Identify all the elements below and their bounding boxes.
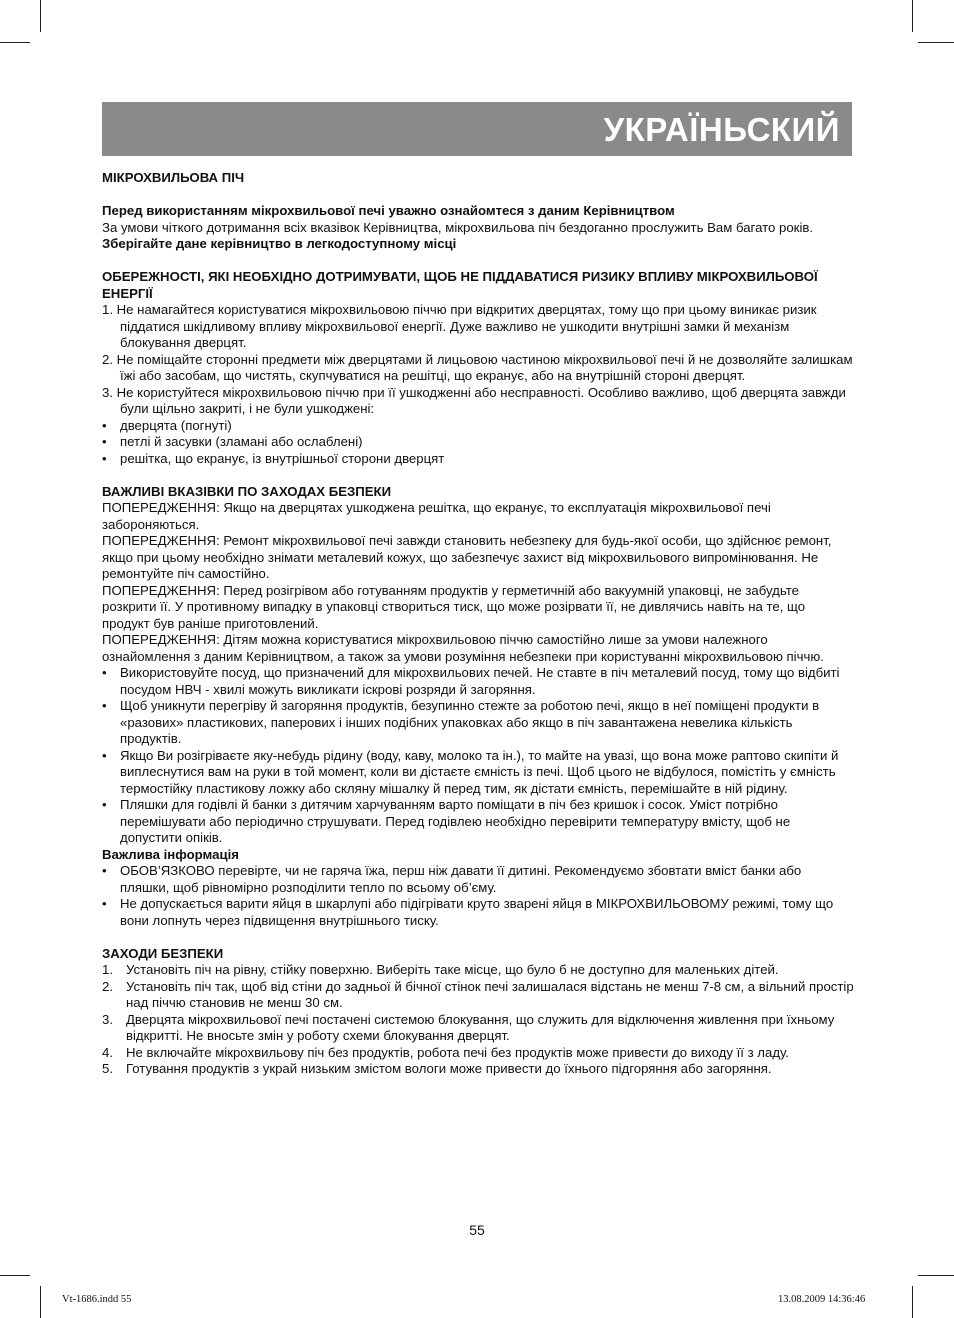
bullet-marker: • (102, 797, 107, 812)
numbered-paragraph: 3. Не користуйтеся мікрохвильовою піччю при її ушкодженні або несправності. Особливо важливо, щоб дверцята завжди були щільно закриті, і не були ушкоджені: (102, 384, 846, 416)
crop-mark (0, 1275, 30, 1276)
bullet-item (102, 863, 854, 896)
item-number: 5. (102, 1061, 113, 1076)
bullet-item (102, 434, 854, 451)
bullet-text: петлі й засувки (зламані або ослаблені) (120, 434, 363, 449)
page-number: 55 (469, 1222, 485, 1238)
bullet-item (102, 451, 854, 468)
paragraph-spacer (102, 467, 854, 484)
paragraph-spacer (102, 929, 854, 946)
item-number: 3. (102, 1011, 113, 1027)
paragraph: За умови чіткого дотримання всіх вказівок Керівництва, мікрохвильова піч бездоганно прослужить Вам багато років. (102, 219, 814, 235)
section-heading: Зберігайте дане керівництво в легкодоступному місці (102, 236, 457, 251)
paragraph: ПОПЕРЕДЖЕННЯ: Ремонт мікрохвильової печі завжди становить небезпеку для будь-якої особи, що здійснює ремонт, якщо при цьому необхідно знімати металевий кожух, що забезпечує захист від мікрохвильового випромінювання. Не ремонтуйте піч самостійно. (102, 533, 832, 581)
crop-mark (912, 0, 913, 32)
language-header-bar (102, 102, 852, 156)
numbered-item (102, 979, 854, 1012)
numbered-item (102, 1061, 854, 1078)
item-text: Готування продуктів з украй низьким змістом вологи може привести до їхнього підгоряння або загоряння. (126, 1061, 772, 1076)
crop-mark (40, 0, 41, 32)
crop-mark (918, 42, 954, 43)
bullet-item (102, 896, 854, 929)
section-heading: ВАЖЛИВІ ВКАЗІВКИ ПО ЗАХОДАХ БЕЗПЕКИ (102, 483, 392, 499)
bullet-text: Якщо Ви розігріваєте яку-небудь рідину (воду, каву, молоко та ін.), то майте на увазі, що вона може раптово скипіти й виплеснутися вам на руки в той момент, коли ви дістаєте ємність із печі. Щоб цього не відбулося, помістіть у ємність термостійку пластикову ложку або скляну мішалку й перед тим, як дістати ємність, перемішайте в ній рідину. (120, 747, 839, 796)
language-title: УКРАЇНЬСКИЙ (603, 111, 840, 148)
bullet-item (102, 698, 854, 748)
section-heading: ЗАХОДИ БЕЗПЕКИ (102, 945, 224, 961)
paragraph: ПОПЕРЕДЖЕННЯ: Перед розігрівом або готуванням продуктів у герметичній або вакуумній упаковці, не забудьте розкрити її. У противному випадку в упаковці створиться тиск, що може розірвати її, не дивлячись навіть на те, що продукт був раніше приготовлений. (102, 582, 806, 631)
crop-mark (0, 42, 30, 43)
crop-mark (40, 1286, 41, 1318)
section-heading: МІКРОХВИЛЬОВА ПІЧ (102, 170, 245, 185)
bullet-marker: • (102, 863, 107, 878)
item-text: Не включайте мікрохвильову піч без продуктів, робота печі без продуктів може привести до виходу її з ладу. (126, 1044, 789, 1060)
bullet-text: решітка, що екранує, із внутрішньої сторони дверцят (120, 450, 445, 466)
bullet-item (102, 748, 854, 798)
bullet-text: ОБОВ’ЯЗКОВО перевірте, чи не гаряча їжа, перш ніж давати її дитині. Рекомендуємо збовтати вміст банки або пляшки, щоб рівномірно розподілити тепло по всьому об’єму. (120, 863, 802, 895)
bullet-text: Пляшки для годівлі й банки з дитячим харчуванням варто поміщати в піч без кришок і сосок. Уміст потрібно перемішувати або періодично струшувати. Перед годівлею необхідно перевірити температуру вмісту, щоб не допустити опіків. (120, 797, 791, 845)
bullet-marker: • (102, 665, 107, 680)
numbered-item (102, 1012, 854, 1045)
bullet-text: Не допускається варити яйця в шкарлупі або підігрівати круто зварені яйця в МІКРОХВИЛЬОВОМУ режимі, тому що вони лопнуть через підвищення внутрішнього тиску. (120, 896, 834, 928)
bullet-item (102, 418, 854, 435)
bullet-marker: • (102, 434, 107, 449)
bullet-item (102, 665, 854, 698)
bullet-item (102, 797, 854, 847)
crop-mark (912, 1286, 913, 1318)
bullet-marker: • (102, 747, 107, 763)
bullet-marker: • (102, 698, 107, 713)
document-body (102, 170, 854, 1078)
item-text: Установіть піч так, щоб від стіни до задньої й бічної стінок печі залишалася відстань не менш 7-8 см, а вільний простір над піччю становив не менш 30 см. (126, 978, 854, 1010)
bullet-text: Щоб уникнути перегріву й загоряння продуктів, безупинно стежте за роботою печі, якщо в неї поміщені продукти в «разових» пластикових, паперових і інших подібних упаковках або якщо в піч завантажена невелика кількість продуктів. (120, 698, 820, 746)
numbered-paragraph: 1. Не намагайтеся користуватися мікрохвильовою піччю при відкритих дверцятах, тому що при цьому виникає ризик піддатися шкідливому впливу мікрохвильової енергії. Дуже важливо не ушкодити внутрішні замки й механізм блокування дверцят. (102, 302, 817, 350)
bullet-marker: • (102, 896, 107, 911)
item-number: 2. (102, 978, 113, 994)
paragraph: ПОПЕРЕДЖЕННЯ: Якщо на дверцятах ушкоджена решітка, що екранує, то експлуатація мікрохвильової печі забороняються. (102, 500, 771, 532)
paragraph: ПОПЕРЕДЖЕННЯ: Дітям можна користуватися мікрохвильовою піччю самостійно лише за умови належного ознайомлення з даним Керівництвом, а також за умови розуміння небезпеки при користуванні мікрохвильовою піччю. (102, 632, 824, 664)
bullet-text: Використовуйте посуд, що призначений для мікрохвильових печей. Не ставте в піч металевий посуд, тому що відбиті посудом НВЧ - хвилі можуть викликати іскрові розряди й загоряння. (120, 665, 840, 697)
item-number: 1. (102, 962, 113, 977)
bullet-marker: • (102, 417, 107, 433)
paragraph-spacer (102, 187, 854, 204)
footer-file-info: Vt-1686.indd 55 (62, 1294, 132, 1305)
section-heading: Перед використанням мікрохвильової печі уважно ознайомтеся з даним Керівництвом (102, 203, 675, 218)
item-number: 4. (102, 1044, 113, 1060)
paragraph-spacer (102, 253, 854, 270)
section-heading: Важлива інформація (102, 846, 239, 862)
bullet-marker: • (102, 450, 107, 466)
numbered-item (102, 962, 854, 979)
item-text: Дверцята мікрохвильової печі постачені системою блокування, що служить для відключення живлення при їхньому відкритті. Не вносьте змін у роботу схеми блокування дверцят. (126, 1011, 835, 1043)
item-text: Установіть піч на рівну, стійку поверхню. Виберіть таке місце, що було б не доступно для маленьких дітей. (126, 962, 779, 977)
bullet-text: дверцята (погнуті) (120, 417, 232, 433)
section-heading: ОБЕРЕЖНОСТІ, ЯКІ НЕОБХІДНО ДОТРИМУВАТИ, ЩОБ НЕ ПІДДАВАТИСЯ РИЗИКУ ВПЛИВУ МІКРОХВИЛЬОВОЇ ЕНЕРГІЇ (102, 269, 818, 301)
crop-mark (918, 1275, 954, 1276)
numbered-item (102, 1045, 854, 1062)
numbered-paragraph: 2. Не поміщайте сторонні предмети між дверцятами й лицьовою частиною мікрохвильової печі й не дозволяйте залишкам їжі або засобам, що чистять, скупчуватися на решітці, що екранує, або на внутрішній стороні дверцят. (102, 351, 853, 383)
footer-timestamp: 13.08.2009 14:36:46 (778, 1294, 866, 1305)
